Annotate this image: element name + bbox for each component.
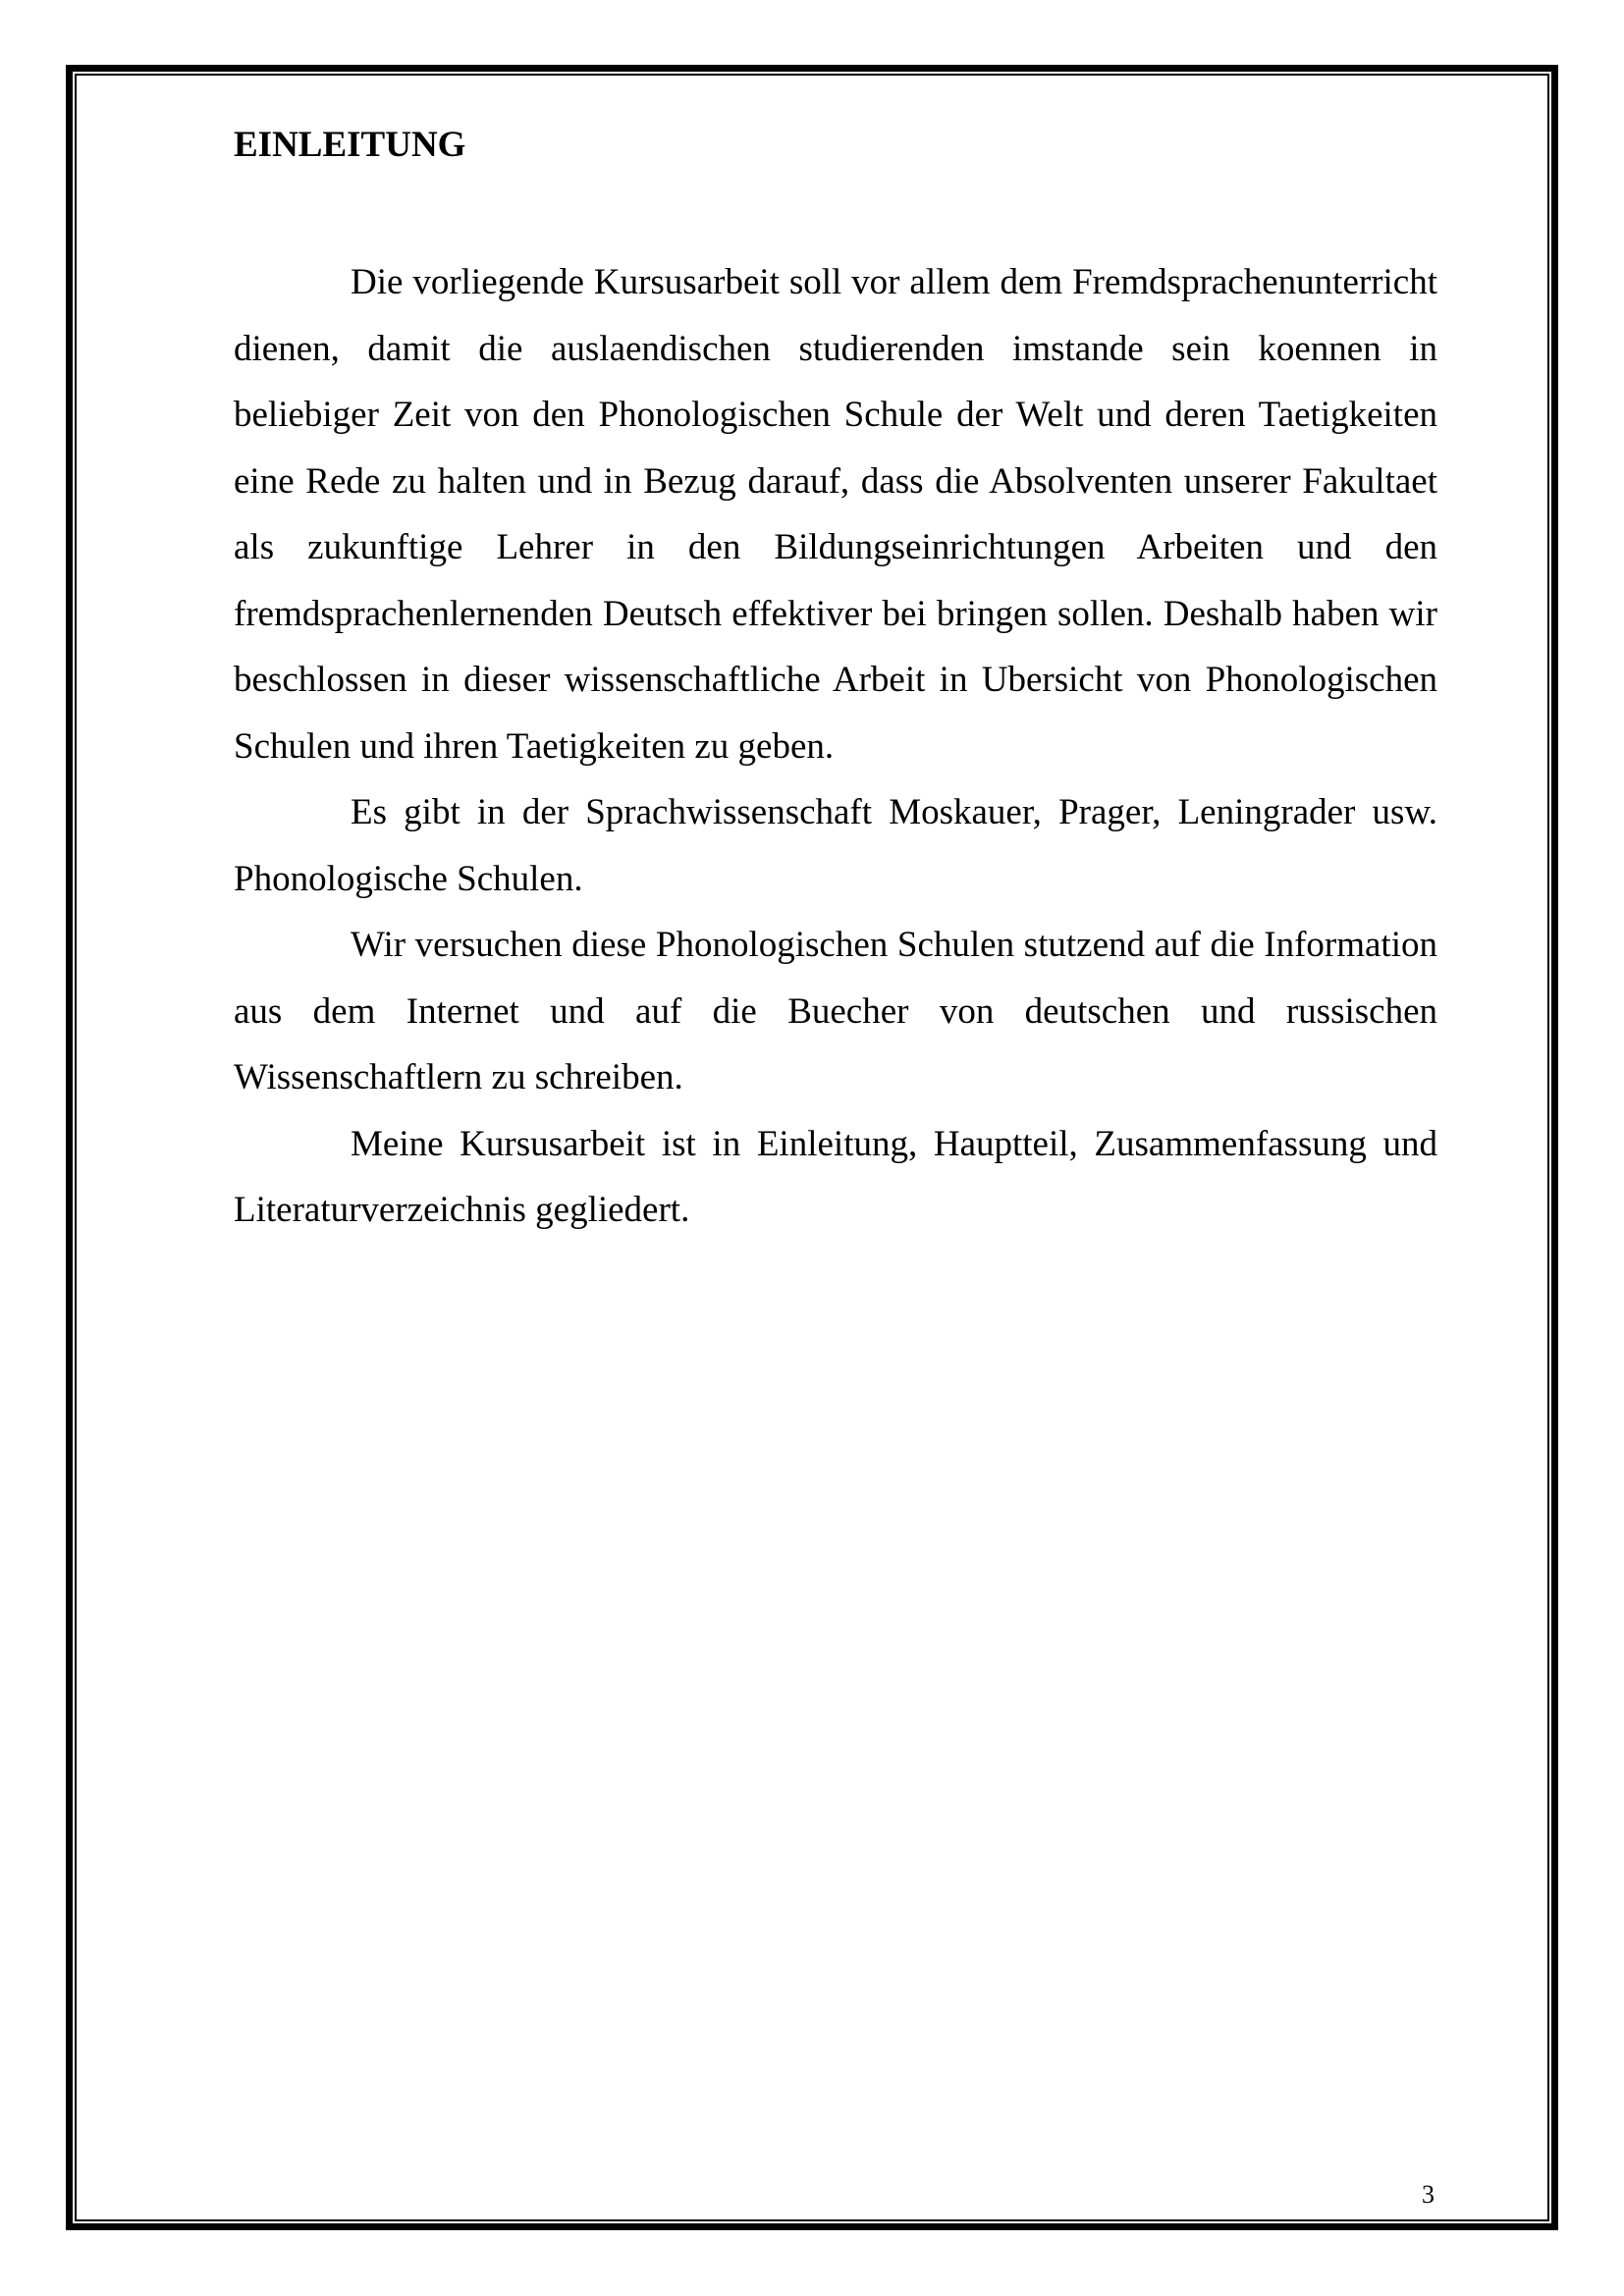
- paragraph-4: Meine Kursusarbeit ist in Einleitung, Hauptteil, Zusammenfassung und Literaturverzeichnis gegliedert.: [234, 1123, 1437, 1230]
- page-content: [234, 124, 1437, 1244]
- paragraph-2: Es gibt in der Sprachwissenschaft Moskauer, Prager, Leningrader usw. Phonologische Schulen.: [234, 792, 1437, 899]
- section-heading: EINLEITUNG: [234, 125, 466, 165]
- paragraph-1: Die vorliegende Kursusarbeit soll vor allem dem Fremdsprachenunterricht dienen, damit die auslaendischen studierenden imstande sein koennen in beliebiger Zeit von den Phonologischen Schule der Welt und deren Taetigkeiten eine Rede zu halten und in Bezug darauf, dass die Absolventen unserer Fakultaet als zukunftige Lehrer in den Bildungseinrichtungen Arbeiten und den fremdsprachenlernenden Deutsch effektiver bei bringen sollen. Deshalb haben wir beschlossen in dieser wissenschaftliche Arbeit in Ubersicht von Phonologischen Schulen und ihren Taetigkeiten zu geben.: [234, 262, 1437, 767]
- page-number: 3: [1422, 2180, 1435, 2209]
- body-text: [234, 249, 1437, 1244]
- paragraph-3: Wir versuchen diese Phonologischen Schulen stutzend auf die Information aus dem Internet und auf die Buecher von deutschen und russischen Wissenschaftlern zu schreiben.: [234, 925, 1437, 1097]
